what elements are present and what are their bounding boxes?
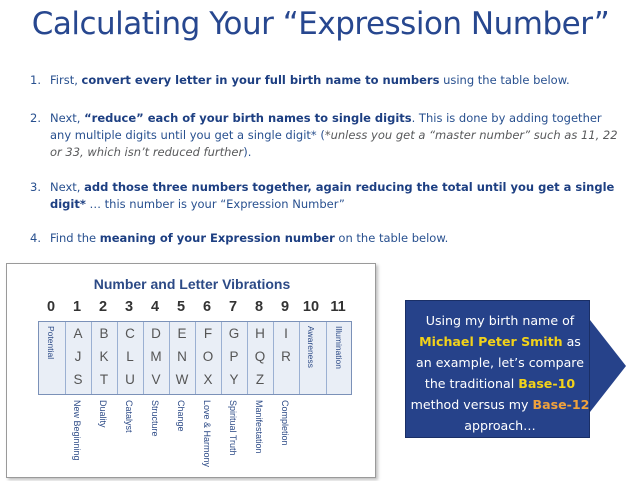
letter-cell: C	[125, 326, 135, 341]
letter-cell: K	[99, 349, 109, 364]
letter-cell: J	[74, 349, 82, 364]
letter-cell: Z	[255, 372, 265, 387]
label-illumination: Illumination	[334, 326, 344, 369]
number-label: 2	[98, 299, 108, 315]
callout-line: as an example, let’s compare the traditional	[416, 334, 584, 391]
number-label: 11	[330, 299, 346, 315]
number-label: 5	[176, 299, 186, 315]
step-text: Next,	[50, 111, 85, 125]
number-label: 0	[46, 299, 56, 315]
step-text: … this number is your “Expression Number”	[85, 197, 345, 211]
letter-cell: U	[125, 372, 135, 387]
meaning-label: Manifestation	[254, 400, 264, 454]
column-7	[221, 322, 247, 394]
number-label: 10	[302, 299, 320, 315]
step-text: First,	[50, 73, 82, 87]
column-9	[273, 322, 299, 394]
number-label: 4	[150, 299, 160, 315]
column-8	[247, 322, 273, 394]
letter-cell: H	[255, 326, 265, 341]
step-number: 2.	[30, 111, 41, 125]
label-awareness: Awareness	[306, 326, 316, 368]
number-label: 6	[202, 299, 212, 315]
letter-cell: X	[203, 372, 213, 387]
letter-cell: L	[126, 349, 134, 364]
column-3	[117, 322, 143, 394]
letter-cell: T	[99, 372, 109, 387]
step-text: Find the	[50, 231, 100, 245]
meaning-label: Change	[176, 400, 186, 432]
number-label: 3	[124, 299, 134, 315]
meaning-label: New Beginning	[72, 400, 82, 461]
step-number: 3.	[30, 180, 41, 194]
letter-cell: I	[284, 326, 288, 341]
step-text: ).	[243, 145, 252, 159]
callout-text	[410, 310, 590, 436]
meaning-label: Completion	[280, 400, 290, 446]
number-label: 7	[228, 299, 238, 315]
letter-cell: E	[177, 326, 187, 341]
meaning-label: Duality	[98, 400, 108, 428]
step-note: *unless you get a “master number” such as 11, 22 or 33, which isn’t reduced further	[50, 128, 618, 159]
column-6	[195, 322, 221, 394]
letter-cell: Q	[254, 349, 266, 364]
number-label: 9	[280, 299, 290, 315]
step-emphasis: convert every letter in your full birth name to numbers	[81, 73, 440, 87]
label-potential: Potential	[46, 326, 56, 360]
letter-grid	[38, 321, 352, 395]
step-number: 1.	[30, 73, 41, 87]
meaning-label: Love & Harmony	[202, 400, 212, 468]
table-title: Number and Letter Vibrations	[93, 276, 291, 292]
letter-cell: R	[281, 349, 291, 364]
callout-line: method versus my	[410, 397, 533, 412]
meaning-label: Spiritual Truth	[228, 400, 238, 456]
number-header	[7, 299, 377, 319]
step-text: . This is done by adding together any multiple digits until you get a single digit* (	[50, 111, 602, 142]
page-title: Calculating Your “Expression Number”	[31, 6, 610, 42]
letter-cell: F	[203, 326, 213, 341]
step-text: using the table below.	[439, 73, 570, 87]
arrow-right-icon	[590, 320, 626, 412]
letter-cell: V	[151, 372, 161, 387]
column-divider	[299, 322, 300, 394]
step-emphasis: “reduce” each of your birth names to single digits	[84, 111, 412, 125]
vibration-table	[6, 263, 376, 478]
number-label: 8	[254, 299, 264, 315]
highlight-base12: Base-12	[532, 397, 590, 412]
number-label: 1	[72, 299, 82, 315]
meaning-label: Structure	[150, 400, 160, 437]
letter-cell: D	[151, 326, 161, 341]
letter-cell: P	[229, 349, 239, 364]
column-5	[169, 322, 195, 394]
callout-line: Using my birth name of	[425, 313, 575, 328]
letter-cell: M	[150, 349, 162, 364]
letter-cell: G	[228, 326, 240, 341]
step-text: Next,	[50, 180, 85, 194]
column-2	[91, 322, 117, 394]
letter-cell: Y	[229, 372, 239, 387]
letter-cell: A	[73, 326, 83, 341]
highlight-name: Michael Peter Smith	[419, 334, 563, 349]
meaning-label: Catalyst	[124, 400, 134, 433]
step-text: on the table below.	[334, 231, 449, 245]
highlight-base10: Base-10	[518, 376, 576, 391]
letter-cell: B	[99, 326, 109, 341]
letter-cell: O	[202, 349, 214, 364]
step-emphasis: meaning of your Expression number	[99, 231, 335, 245]
letter-cell: S	[73, 372, 83, 387]
column-divider	[326, 322, 327, 394]
column-4	[143, 322, 169, 394]
letter-cell: N	[177, 349, 187, 364]
column-1	[65, 322, 91, 394]
callout-line: approach…	[464, 418, 536, 433]
step-number: 4.	[30, 231, 41, 245]
step-emphasis: add those three numbers together, again reducing the total until you get a single digit*	[50, 180, 615, 211]
letter-cell: W	[175, 372, 189, 387]
